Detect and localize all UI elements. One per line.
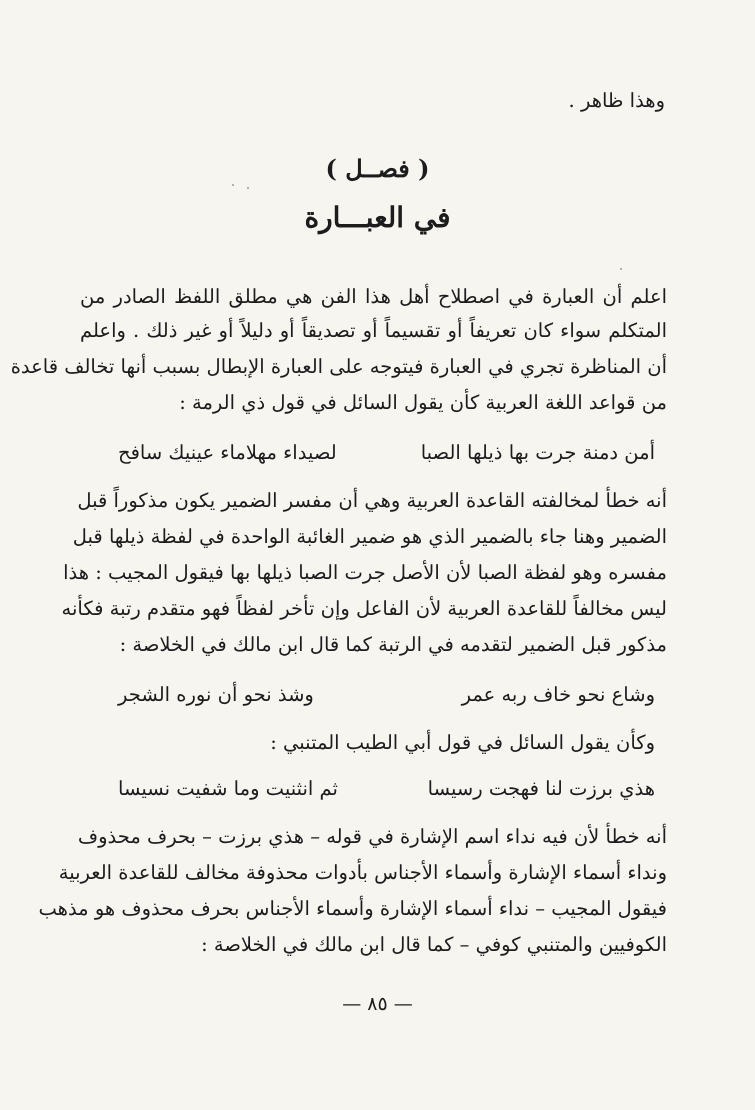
scan-speck [620, 268, 622, 270]
text-line: مذكور قبل الضمير لتقدمه في الرتبة كما قال ابن مالك في الخلاصة : [119, 633, 667, 656]
verse-second-hemistich: وشذ نحو أن نوره الشجر [118, 683, 314, 706]
text-line: أنه خطأ لمخالفته القاعدة العربية وهي أن مفسر الضمير يكون مذكوراً قبل [77, 489, 667, 512]
text-line: من قواعد اللغة العربية كأن يقول السائل في قول ذي الرمة : [179, 391, 667, 414]
text-line: ليس مخالفاً للقاعدة العربية لأن الفاعل وإن تأخر لفظاً فهو متقدم رتبة فكأنه [61, 597, 667, 620]
verse-first-hemistich: هذي برزت لنا فهجت رسيسا [427, 777, 655, 800]
verse-first-hemistich: أمن دمنة جرت بها ذيلها الصبا [420, 441, 655, 464]
verse-2 [118, 680, 655, 710]
verse-second-hemistich: ثم انثنيت وما شفيت نسيسا [118, 777, 338, 800]
text-line: الكوفيين والمتنبي كوفي – كما قال ابن مالك في الخلاصة : [201, 933, 667, 956]
opening-line: وهذا ظاهر . [568, 89, 665, 112]
text-line: فيقول المجيب – نداء أسماء الإشارة وأسماء الأجناس بحرف محذوف هو مذهب [38, 897, 667, 920]
text-line: أن المناظرة تجري في العبارة فيتوجه على العبارة الإبطال بسبب أنها تخالف قاعدة [10, 355, 667, 378]
verse-1 [118, 438, 655, 468]
page-number: — ٨٥ — [342, 993, 413, 1015]
text-line: أنه خطأ لأن فيه نداء اسم الإشارة في قوله – هذي برزت – بحرف محذوف [77, 825, 667, 848]
verse-second-hemistich: لصيداء مهلاماء عينيك سافح [118, 441, 337, 464]
section-label: ( فصــل ) [325, 154, 430, 183]
text-line: مفسره وهو لفظة الصبا لأن الأصل جرت الصبا ذيلها بها فيقول المجيب : هذا [63, 561, 667, 584]
scan-speck [232, 184, 234, 186]
scan-speck [247, 187, 249, 189]
text-line: الضمير وهنا جاء بالضمير الذي هو ضمير الغائبة الواحدة في لفظة ذيلها قبل [72, 525, 667, 548]
text-line: المتكلم سواء كان تعريفاً أو تقسيماً أو تصديقاً أو دليلاً أو غير ذلك . واعلم [80, 319, 667, 342]
verse-first-hemistich: وشاع نحو خاف ربه عمر [461, 683, 655, 706]
text-line: ونداء أسماء الإشارة وأسماء الأجناس بأدوات محذوفة مخالف للقاعدة العربية [58, 861, 667, 884]
text-line: اعلم أن العبارة في اصطلاح أهل هذا الفن هي مطلق اللفظ الصادر من [80, 285, 667, 308]
paragraph-3: وكأن يقول السائل في قول أبي الطيب المتنبي : [270, 731, 655, 754]
section-title: في العبـــارة [304, 201, 451, 234]
verse-3 [118, 774, 655, 804]
